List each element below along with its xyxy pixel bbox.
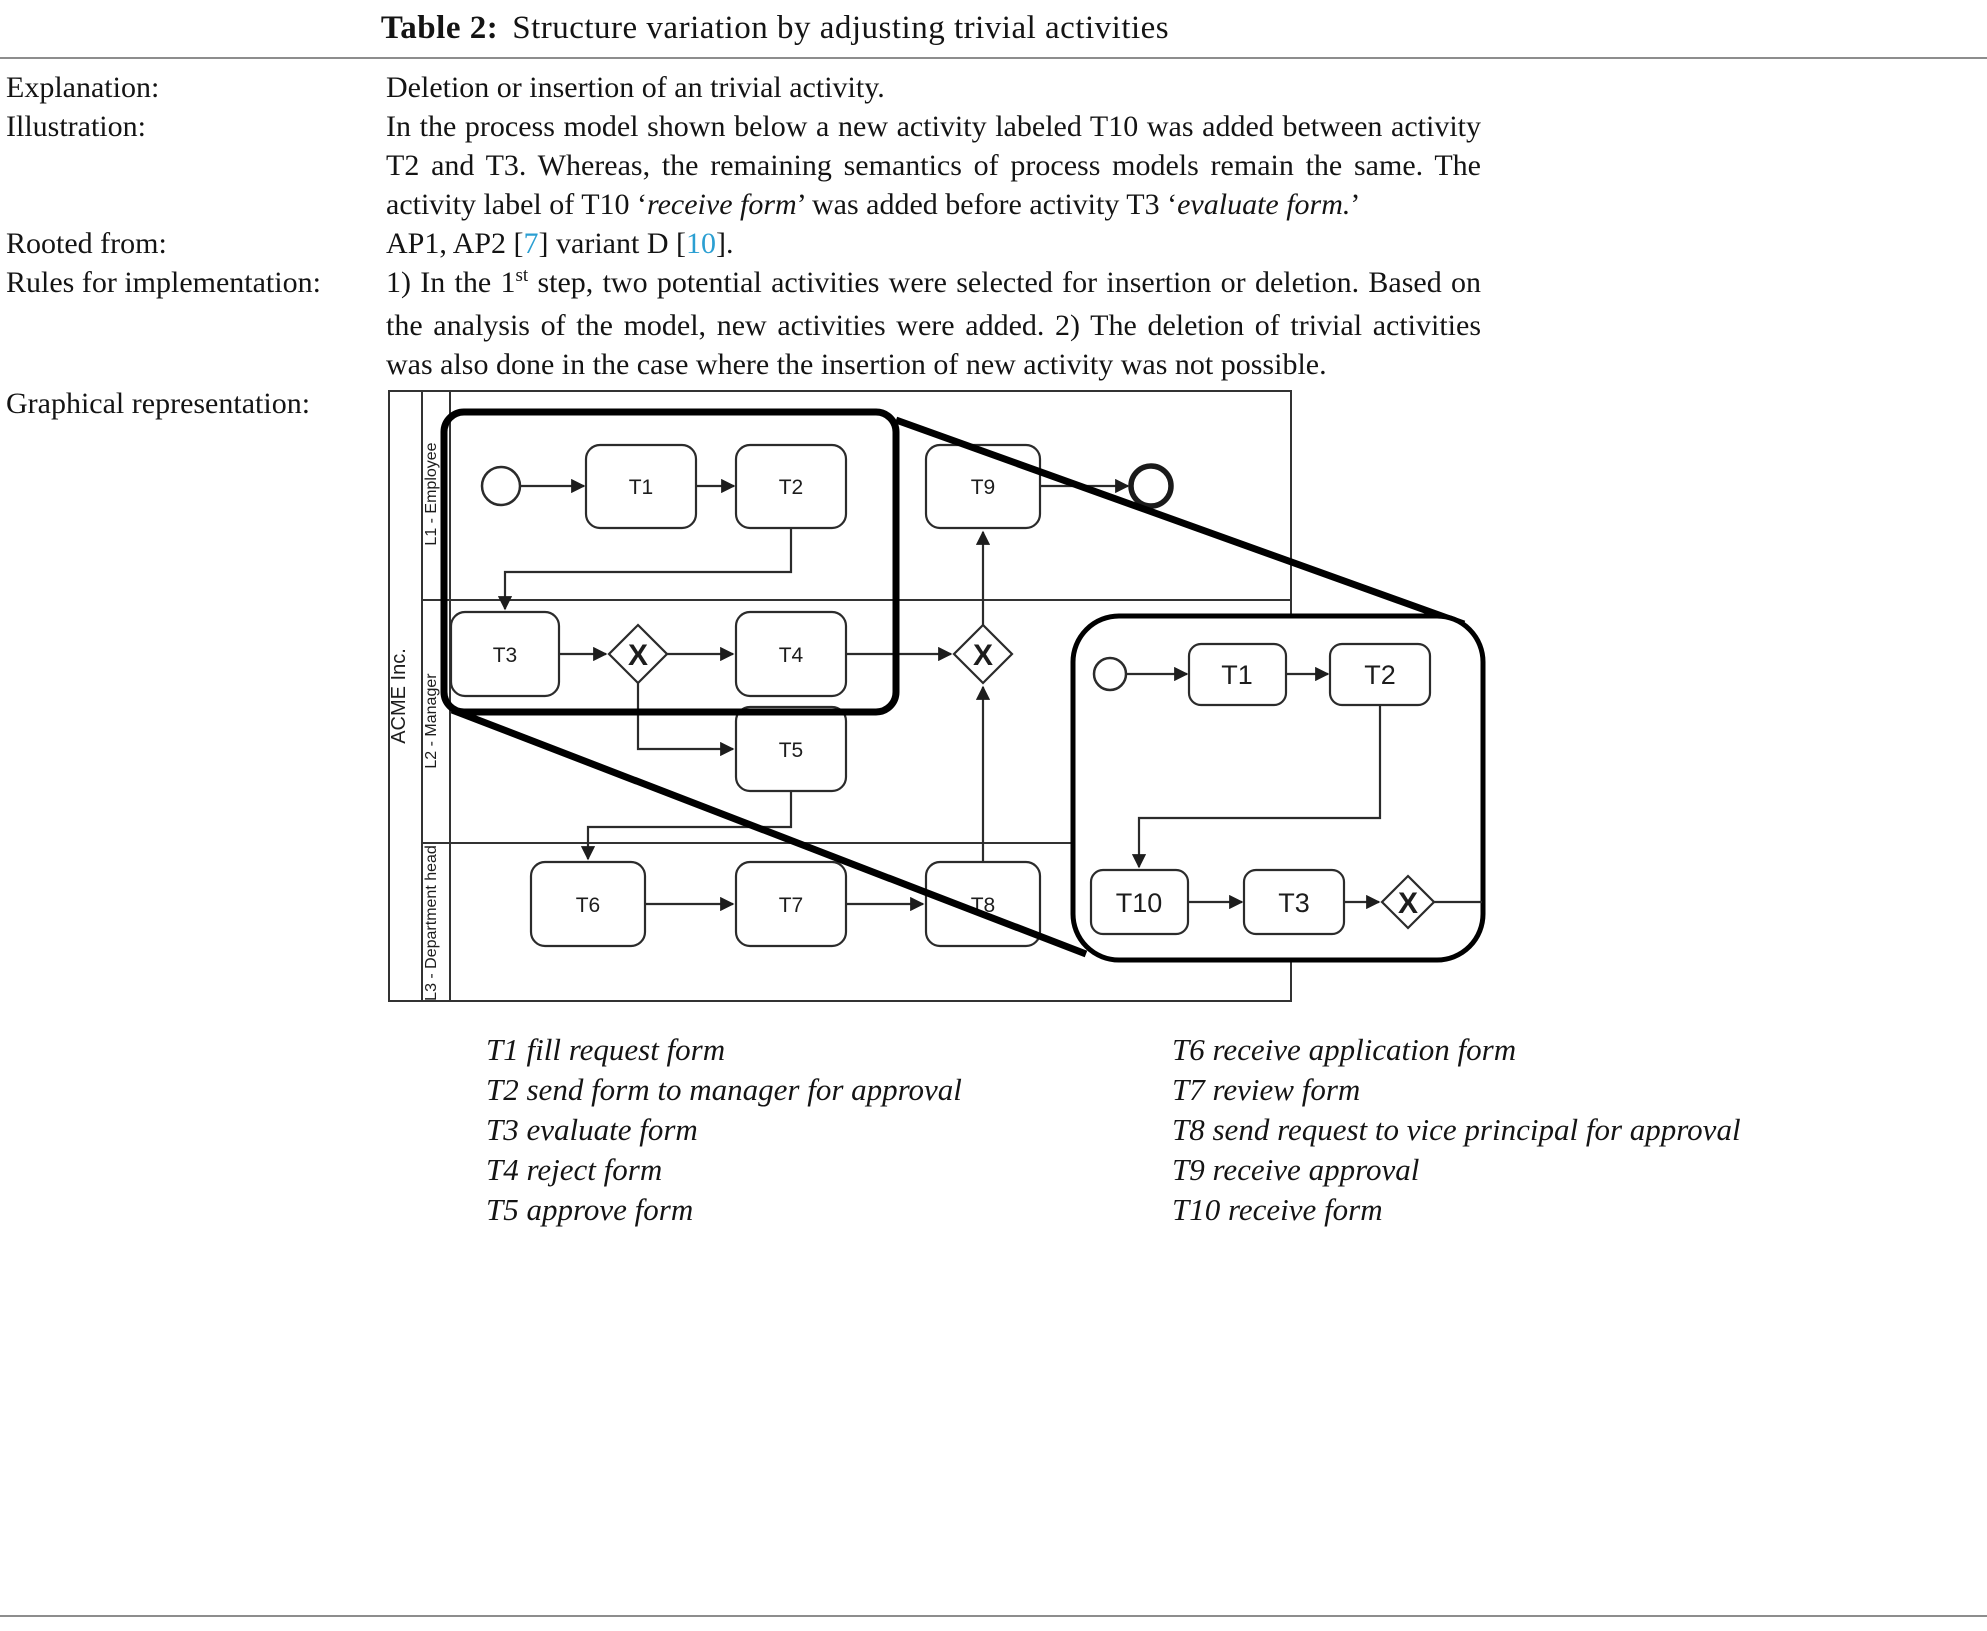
illustration-part2: ’ was added before activity T3 ‘ [796,188,1178,221]
task-t4 [736,612,846,696]
illustration-text [386,107,1481,224]
row-label-explanation: Explanation: [6,71,160,104]
row-rooted-from [0,224,1987,263]
legend-item: T7 review form [1172,1072,1361,1107]
citation-link-7[interactable]: 7 [523,227,539,260]
callout-task-t3 [1244,870,1344,934]
gateway-2-x-icon: X [972,639,994,672]
flow-t2-t3 [505,528,791,609]
activity-legend [486,1030,1946,1230]
task-t1-label: T1 [628,476,654,499]
task-t6 [531,862,645,946]
task-t1 [586,445,696,528]
zoom-callout [1073,616,1483,960]
lane-label-manager: L2 - Manager [423,673,440,769]
row-label-graphical: Graphical representation: [6,387,311,420]
task-t9-label: T9 [970,476,996,499]
rooted-from-text [386,224,1481,263]
legend-item: T8 send request to vice principal for approval [1172,1112,1741,1147]
callout-task-t10-label: T10 [1115,888,1163,918]
table-title-label: Table 2: [380,10,499,46]
legend-column-right [1172,1030,1946,1230]
bottom-rule [0,1615,1987,1617]
table-body [0,59,1987,1230]
explanation-text: Deletion or insertion of an trivial activity. [386,71,885,104]
legend-item: T10 receive form [1172,1192,1383,1227]
lane-label-employee: L1 - Employee [423,442,440,546]
illustration-part1: In the process model shown below a new activity labeled T10 was added between activity T2 and T3. Whereas, the remaining semantics of process models remain the same. The activity label of T10 ‘ [386,110,1481,221]
table-title-text: Structure variation by adjusting trivial activities [512,10,1170,46]
bpmn-figure [386,388,1946,1018]
row-label-illustration: Illustration: [6,110,146,143]
task-t8-label: T8 [970,894,996,917]
graphical-representation [386,384,1946,1230]
illustration-italic2: evaluate form. [1177,188,1351,221]
row-graphical [0,384,1987,1230]
lane-label-department-head: L3 - Department head [423,845,440,1001]
legend-item: T9 receive approval [1172,1152,1420,1187]
callout-task-t1 [1189,644,1286,705]
pool-label: ACME Inc. [388,648,410,744]
rules-text [386,263,1481,384]
end-event [1131,466,1171,506]
tasks [451,445,1040,946]
illustration-part3: ’ [1350,188,1361,221]
start-event [482,467,520,505]
task-t2 [736,445,846,528]
task-t3 [451,612,559,696]
gateway-2 [954,625,1012,683]
legend-item: T3 evaluate form [486,1112,698,1147]
row-rules [0,263,1987,384]
row-explanation [0,68,1987,107]
legend-column-left [486,1030,1172,1230]
callout-gateway-x-icon: X [1397,887,1419,920]
legend-item: T4 reject form [486,1152,663,1187]
task-t4-label: T4 [778,644,804,667]
legend-item: T2 send form to manager for approval [486,1072,962,1107]
rules-part1: 1) In the 1 [386,266,516,299]
gateway-1 [609,625,667,683]
rules-superscript: st [515,265,529,286]
illustration-italic1: receive form [647,188,797,221]
callout-task-t10 [1091,870,1188,934]
table-title [0,0,1550,47]
callout-task-t3-label: T3 [1278,888,1310,918]
callout-task-t2-label: T2 [1364,660,1396,690]
rules-part2: step, two potential activities were selected for insertion or deletion. Based on the analysis of the model, new activities were added. 2) The deletion of trivial activities was also done in the case where the insertion of new activity was not possible. [386,266,1481,381]
citation-link-10[interactable]: 10 [685,227,716,260]
legend-item: T5 approve form [486,1192,694,1227]
gateway-1-x-icon: X [627,639,649,672]
task-t9 [926,445,1040,528]
legend-item: T1 fill request form [486,1032,726,1067]
row-illustration [0,107,1987,224]
task-t5-label: T5 [778,739,804,762]
task-t2-label: T2 [778,476,804,499]
bpmn-diagram [386,388,1942,1013]
rooted-part3: ]. [715,227,734,260]
task-t7-label: T7 [778,894,804,917]
row-label-rooted-from: Rooted from: [6,227,167,260]
task-t5 [736,707,846,791]
flow-gateway1-t5 [638,683,733,749]
row-label-rules: Rules for implementation: [6,266,321,299]
callout-task-t2 [1330,644,1430,705]
legend-item: T6 receive application form [1172,1032,1517,1067]
rooted-part1: AP1, AP2 [ [386,227,524,260]
rooted-part2: ] variant D [ [538,227,686,260]
callout-task-t1-label: T1 [1221,660,1253,690]
task-t6-label: T6 [575,894,601,917]
task-t7 [736,862,846,946]
callout-start-event [1094,658,1126,690]
task-t3-label: T3 [492,644,518,667]
